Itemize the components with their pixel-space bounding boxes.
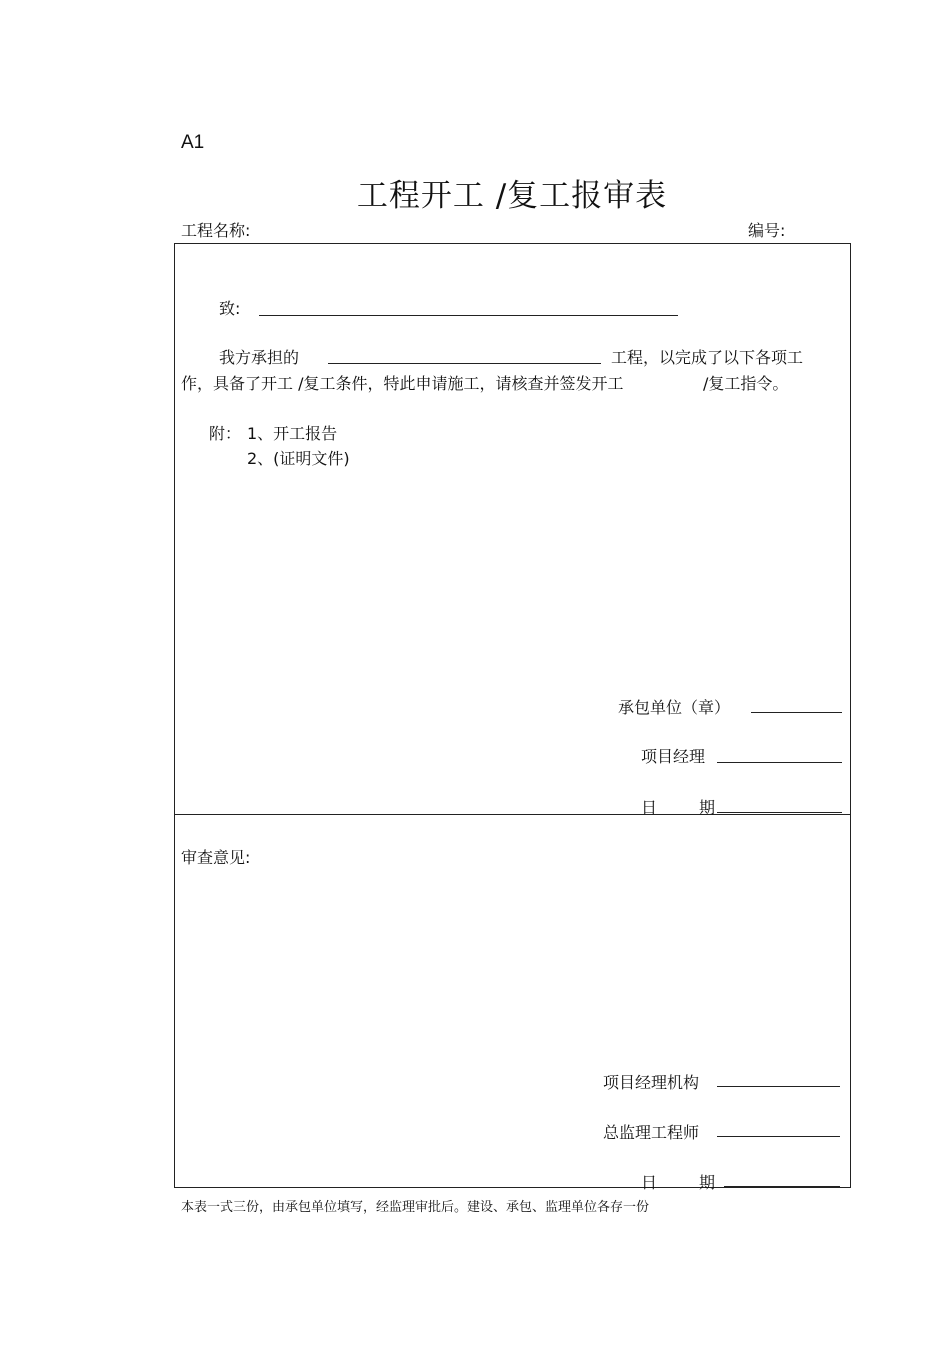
to-label: 致: <box>219 299 241 318</box>
form-code: A1 <box>181 132 205 153</box>
review-opinion-label: 审查意见: <box>181 848 251 867</box>
project-field-line[interactable] <box>328 363 601 364</box>
manager-label: 项目经理 <box>641 747 706 766</box>
attachment-item-2: 2、(证明文件) <box>247 449 350 468</box>
attachments-label: 附： <box>209 424 242 443</box>
date-label-char-1: 日 <box>641 798 658 817</box>
section-divider <box>174 814 851 815</box>
date-label-char-2: 期 <box>699 798 716 817</box>
contractor-signature-line[interactable] <box>751 712 842 713</box>
page-title: 工程开工 /复工报审表 <box>356 178 668 214</box>
chief-supervisor-label: 总监理工程师 <box>603 1123 700 1142</box>
review-date-line[interactable] <box>724 1186 840 1187</box>
footnote: 本表一式三份，由承包单位填写，经监理审批后。建设、承包、监理单位各存一份 <box>181 1200 650 1215</box>
chief-supervisor-signature-line[interactable] <box>717 1136 840 1137</box>
to-field-line[interactable] <box>259 315 678 316</box>
attachment-item-1: 1、开工报告 <box>247 424 338 443</box>
application-line1-suffix: 工程，以完成了以下各项工 <box>611 348 804 367</box>
application-line2: 作，具备了开工 /复工条件，特此申请施工，请核查并签发开工 <box>181 374 624 393</box>
review-date-label-char-2: 期 <box>699 1173 716 1192</box>
review-date-label-char-1: 日 <box>641 1173 658 1192</box>
number-label: 编号: <box>748 221 786 240</box>
contractor-label: 承包单位（章） <box>618 698 731 717</box>
date-line[interactable] <box>717 812 842 813</box>
application-line2-end: /复工指令。 <box>703 374 789 393</box>
application-line1-prefix: 我方承担的 <box>219 348 300 367</box>
review-org-signature-line[interactable] <box>717 1086 840 1087</box>
manager-signature-line[interactable] <box>717 762 842 763</box>
review-org-label: 项目经理机构 <box>603 1073 700 1092</box>
project-name-label: 工程名称: <box>181 221 251 240</box>
